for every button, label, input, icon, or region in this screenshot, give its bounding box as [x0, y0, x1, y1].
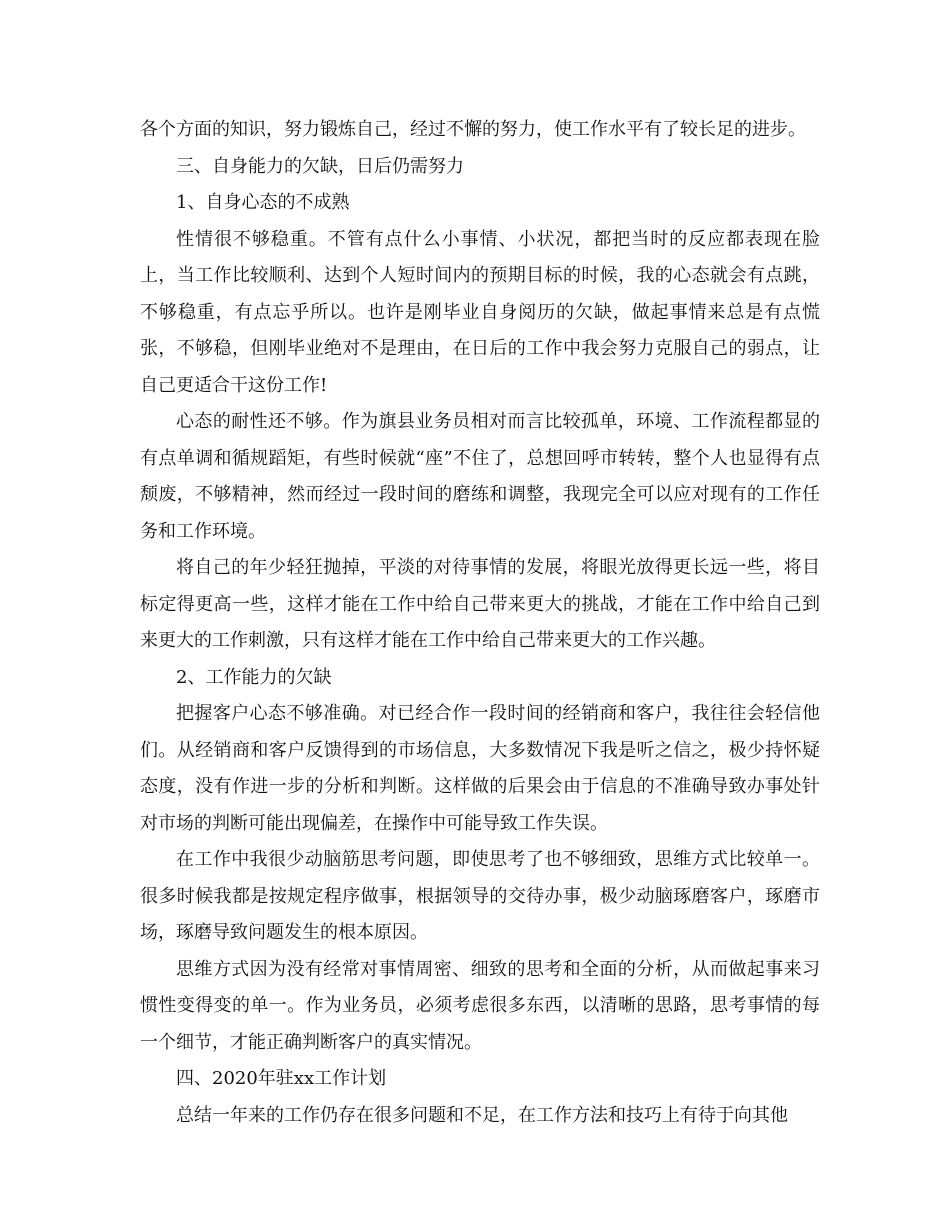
document-body	[140, 112, 820, 1134]
subheading-mindset-immaturity: 1、自身心态的不成熟	[176, 192, 350, 213]
subheading-work-ability: 2、工作能力的欠缺	[176, 666, 332, 688]
paragraph-thinking-style: 思维方式因为没有经常对事情周密、细致的思考和全面的分析，从而做起事来习惯性变得变的单一。作为业务员，必须考虑很多东西，以清晰的思路，思考事情的每一个细节，才能正确判断客户的真实情况。	[140, 958, 820, 1053]
paragraph-summary: 总结一年来的工作仍存在很多问题和不足，在工作方法和技巧上有待于向其他	[176, 1104, 788, 1126]
paragraph-customer-mindset: 把握客户心态不够准确。对已经合作一段时间的经销商和客户，我往往会轻信他们。从经销商和客户反馈得到的市场信息，大多数情况下我是听之信之，极少持怀疑态度，没有作进一步的分析和判断。这样做的后果会由于信息的不准确导致办事处针对市场的判断可能出现偏差，在操作中可能导致工作失误。	[140, 703, 820, 834]
heading-section-three: 三、自身能力的欠缺，日后仍需努力	[176, 155, 464, 177]
paragraph-knowledge-progress: 各个方面的知识，努力锻炼自己，经过不懈的努力，使工作水平有了较长足的进步。	[140, 119, 806, 140]
paragraph-thinking-problems: 在工作中我很少动脑筋思考问题，即使思考了也不够细致，思维方式比较单一。很多时候我都是按规定程序做事，根据领导的交待办事，极少动脑琢磨客户，琢磨市场，琢磨导致问题发生的根本原因。	[140, 849, 820, 943]
paragraph-ambition: 将自己的年少轻狂抛掉，平淡的对待事情的发展，将眼光放得更长远一些，将目标定得更高一些，这样才能在工作中给自己带来更大的挑战，才能在工作中给自己到来更大的工作刺激，只有这样才能在工作中给自己带来更大的工作兴趣。	[140, 557, 820, 651]
heading-section-four: 四、2020年驻xx工作计划	[176, 1068, 387, 1089]
paragraph-temperament: 性情很不够稳重。不管有点什么小事情、小状况，都把当时的反应都表现在脸上，当工作比较顺利、达到个人短时间内的预期目标的时候，我的心态就会有点跳，不够稳重，有点忘乎所以。也许是刚毕业自身阅历的欠缺，做起事情来总是有点慌张，不够稳，但刚毕业绝对不是理由，在日后的工作中我会努力克服自己的弱点，让自己更适合干这份工作!	[140, 228, 820, 396]
paragraph-patience: 心态的耐性还不够。作为旗县业务员相对而言比较孤单，环境、工作流程都显的有点单调和循规蹈矩，有些时候就“座”不住了，总想回呼市转转，整个人也显得有点颓废，不够精神，然而经过一段时间的磨练和调整，我现完全可以应对现有的工作任务和工作环境。	[140, 411, 820, 542]
